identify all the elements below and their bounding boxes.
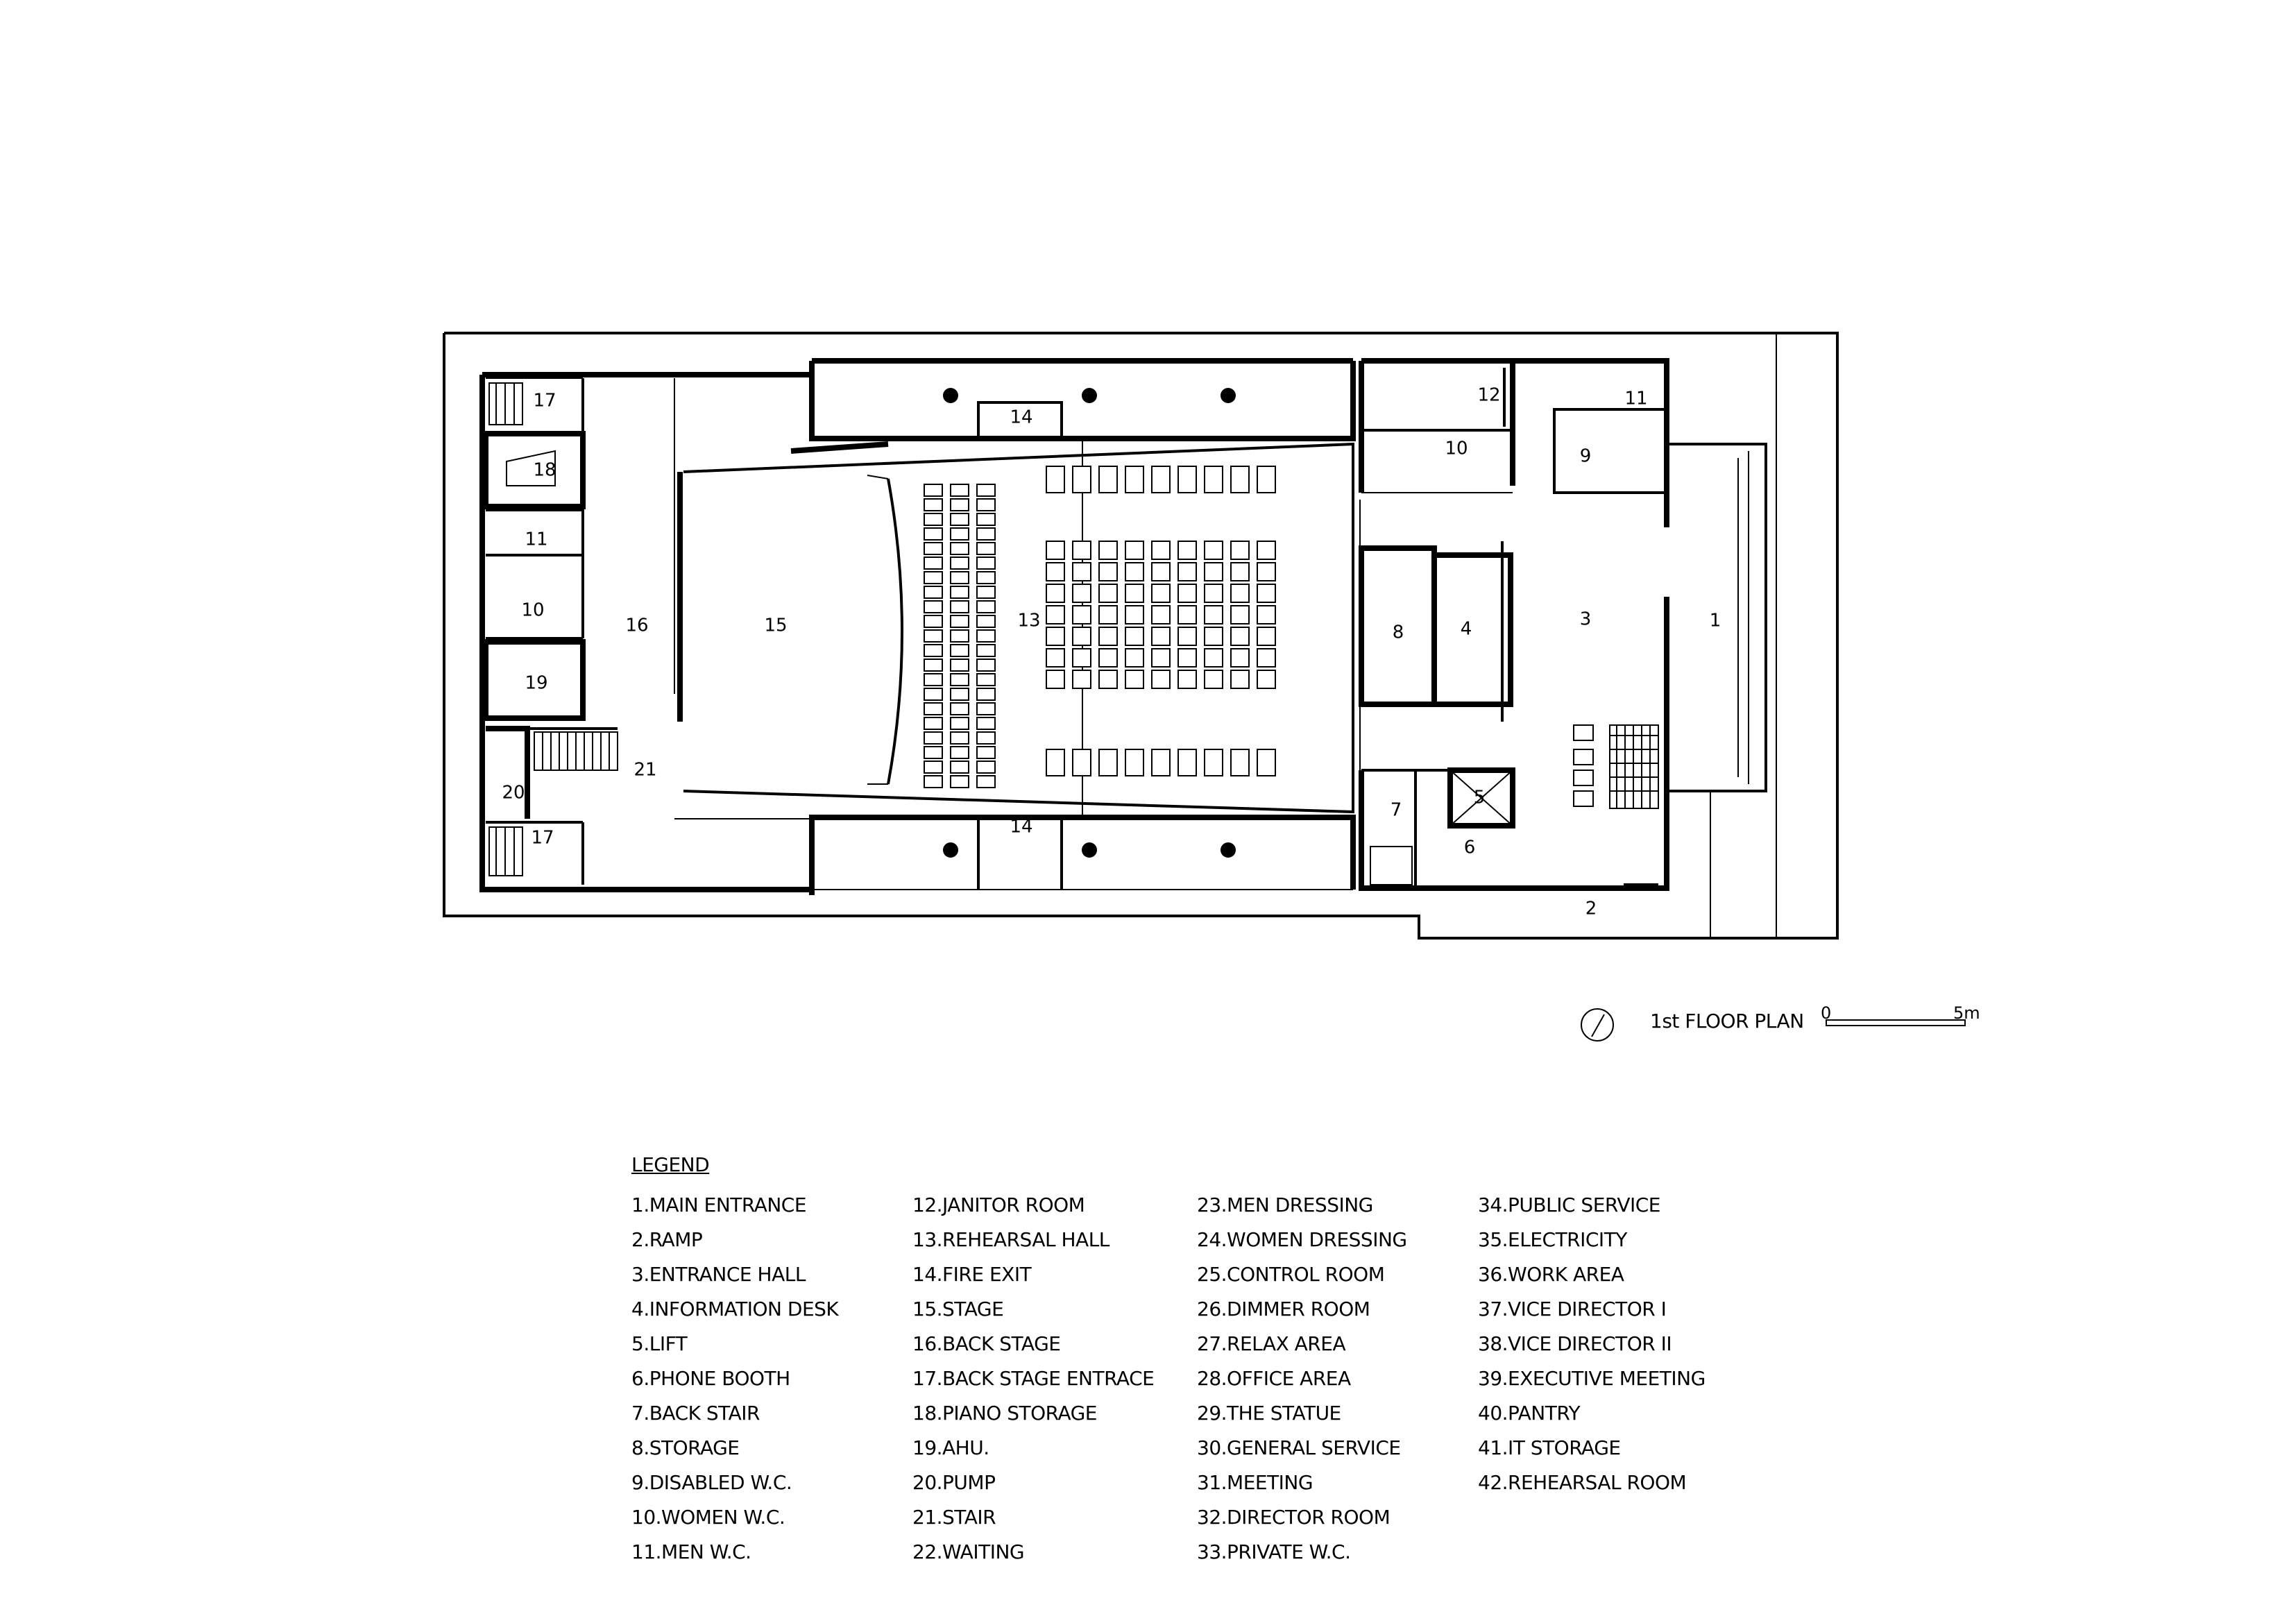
seat: [924, 776, 942, 788]
seat: [1231, 584, 1249, 602]
legend-item: 11.MEN W.C.: [631, 1540, 751, 1563]
seat: [1178, 563, 1196, 581]
room-label-7: 7: [1390, 799, 1402, 821]
legend-item: 23.MEN DRESSING: [1197, 1193, 1373, 1216]
seat: [1257, 563, 1275, 581]
seat: [977, 513, 995, 525]
seat: [1231, 749, 1249, 776]
seat: [1046, 584, 1064, 602]
seat: [951, 615, 969, 627]
legend-item: 30.GENERAL SERVICE: [1197, 1436, 1401, 1459]
legend-item: 32.DIRECTOR ROOM: [1197, 1506, 1391, 1529]
room-label-10-right: 10: [1445, 438, 1468, 459]
seat: [977, 703, 995, 715]
seat: [977, 630, 995, 642]
room-label-8: 8: [1392, 622, 1404, 643]
seat: [977, 572, 995, 584]
legend-item: 22.WAITING: [912, 1540, 1025, 1563]
seat: [977, 528, 995, 540]
seat: [1046, 670, 1064, 688]
seat: [951, 543, 969, 554]
seat: [1099, 749, 1117, 776]
seat: [951, 732, 969, 744]
seat: [924, 688, 942, 700]
scale-end-label: 5m: [1953, 1003, 1980, 1023]
seat: [1257, 670, 1275, 688]
seat: [1205, 749, 1223, 776]
room-label-20: 20: [502, 782, 525, 804]
seat: [1152, 466, 1170, 493]
seat: [1205, 466, 1223, 493]
room-label-17-north: 17: [533, 390, 556, 411]
legend-item: 15.STAGE: [912, 1298, 1004, 1320]
left-wing-interior: [486, 378, 812, 885]
seat: [924, 645, 942, 656]
seat: [951, 717, 969, 729]
room-label-13: 13: [1017, 610, 1041, 631]
seat: [951, 688, 969, 700]
legend-item: 1.MAIN ENTRANCE: [631, 1193, 807, 1216]
seat: [1046, 606, 1064, 624]
room-label-9: 9: [1579, 445, 1592, 467]
seat: [1231, 563, 1249, 581]
seat: [1099, 541, 1117, 559]
seat: [924, 703, 942, 715]
seat: [1205, 584, 1223, 602]
seat: [1257, 466, 1275, 493]
room-label-19: 19: [525, 672, 548, 694]
legend-item: 14.FIRE EXIT: [912, 1263, 1032, 1286]
seat: [1231, 606, 1249, 624]
seat: [1231, 649, 1249, 667]
seat: [1125, 563, 1143, 581]
plan-title: 1st FLOOR PLAN: [1650, 1010, 1804, 1033]
seat: [1125, 466, 1143, 493]
seat: [924, 659, 942, 671]
seat: [1046, 627, 1064, 645]
legend-item: 10.WOMEN W.C.: [631, 1506, 785, 1529]
legend-item: 2.RAMP: [631, 1228, 703, 1251]
seat: [1046, 541, 1064, 559]
seat: [924, 761, 942, 773]
seat: [1152, 606, 1170, 624]
legend-item: 34.PUBLIC SERVICE: [1478, 1193, 1660, 1216]
seat: [1152, 541, 1170, 559]
legend-item: 7.BACK STAIR: [631, 1402, 760, 1425]
seat: [1099, 649, 1117, 667]
legend-item: 42.REHEARSAL ROOM: [1478, 1471, 1687, 1494]
seat: [977, 717, 995, 729]
seat: [1178, 627, 1196, 645]
legend-item: 13.REHEARSAL HALL: [912, 1228, 1109, 1251]
seat: [977, 747, 995, 758]
legend-column-3: [1197, 1188, 1474, 1570]
seat: [977, 601, 995, 613]
legend-item: 16.BACK STAGE: [912, 1332, 1061, 1355]
seat: [1257, 627, 1275, 645]
seat: [1152, 563, 1170, 581]
room-label-4: 4: [1460, 618, 1472, 640]
room-label-12: 12: [1477, 384, 1501, 406]
seat: [1205, 627, 1223, 645]
legend-title: LEGEND: [631, 1153, 710, 1176]
seat: [924, 630, 942, 642]
legend-item: 41.IT STORAGE: [1478, 1436, 1621, 1459]
room-label-18: 18: [533, 459, 556, 481]
seat: [1178, 466, 1196, 493]
seat: [1152, 584, 1170, 602]
seat: [1205, 606, 1223, 624]
seat: [977, 674, 995, 686]
seat: [1099, 606, 1117, 624]
legend-column-4: [1478, 1188, 1755, 1500]
seat: [951, 703, 969, 715]
seat: [1152, 749, 1170, 776]
legend-item: 39.EXECUTIVE MEETING: [1478, 1367, 1706, 1390]
seat: [951, 747, 969, 758]
room-label-1: 1: [1709, 610, 1721, 631]
seat: [1073, 541, 1091, 559]
seat: [951, 557, 969, 569]
legend-item: 37.VICE DIRECTOR I: [1478, 1298, 1667, 1320]
seat: [951, 572, 969, 584]
seat: [951, 586, 969, 598]
seat: [1073, 563, 1091, 581]
seat: [977, 615, 995, 627]
seat: [1152, 627, 1170, 645]
seat: [1125, 649, 1143, 667]
seat: [924, 732, 942, 744]
seat: [1178, 541, 1196, 559]
seat: [1099, 584, 1117, 602]
seat: [924, 717, 942, 729]
seat: [1073, 649, 1091, 667]
seat: [977, 586, 995, 598]
legend-item: 40.PANTRY: [1478, 1402, 1581, 1425]
legend-item: 19.AHU.: [912, 1436, 989, 1459]
seat: [951, 484, 969, 496]
legend-item: 21.STAIR: [912, 1506, 996, 1529]
seat: [1046, 649, 1064, 667]
seat: [1205, 563, 1223, 581]
seat: [1178, 749, 1196, 776]
room-label-5: 5: [1473, 787, 1486, 808]
seat: [1046, 563, 1064, 581]
legend-item: 33.PRIVATE W.C.: [1197, 1540, 1351, 1563]
seat: [977, 543, 995, 554]
legend-column-2: [912, 1188, 1190, 1570]
legend-item: 35.ELECTRICITY: [1478, 1228, 1627, 1251]
legend-item: 9.DISABLED W.C.: [631, 1471, 792, 1494]
legend-item: 3.ENTRANCE HALL: [631, 1263, 806, 1286]
room-label-14-south: 14: [1010, 816, 1033, 838]
seat: [924, 513, 942, 525]
seat: [977, 659, 995, 671]
seat: [1099, 670, 1117, 688]
seat: [1231, 627, 1249, 645]
seat: [924, 484, 942, 496]
legend-item: 36.WORK AREA: [1478, 1263, 1624, 1286]
seat: [1231, 541, 1249, 559]
seat: [1073, 627, 1091, 645]
seat: [977, 499, 995, 511]
seat: [977, 484, 995, 496]
seat: [1178, 670, 1196, 688]
room-label-21: 21: [633, 759, 657, 781]
seat: [1125, 670, 1143, 688]
seat: [1046, 749, 1064, 776]
seat: [1205, 670, 1223, 688]
legend-item: 17.BACK STAGE ENTRACE: [912, 1367, 1155, 1390]
seat: [1178, 584, 1196, 602]
auditorium-seating: [924, 466, 1275, 788]
seat: [951, 674, 969, 686]
seat: [924, 747, 942, 758]
seat: [977, 557, 995, 569]
seat: [951, 499, 969, 511]
seat: [924, 499, 942, 511]
seat: [951, 528, 969, 540]
seat: [1073, 670, 1091, 688]
seat: [1073, 584, 1091, 602]
seat: [951, 776, 969, 788]
room-label-14-north: 14: [1010, 407, 1033, 428]
seat: [1152, 649, 1170, 667]
seat: [1073, 466, 1091, 493]
legend: [631, 1153, 1776, 1570]
legend-item: 18.PIANO STORAGE: [912, 1402, 1097, 1425]
seat: [951, 601, 969, 613]
seat: [1257, 649, 1275, 667]
seat: [1205, 649, 1223, 667]
legend-item: 25.CONTROL ROOM: [1197, 1263, 1385, 1286]
seat: [1152, 670, 1170, 688]
seat: [977, 776, 995, 788]
seat: [1046, 466, 1064, 493]
room-label-17-south: 17: [531, 827, 554, 849]
seat: [1125, 541, 1143, 559]
scale-start-label: 0: [1821, 1003, 1832, 1023]
room-label-11-right: 11: [1624, 388, 1648, 409]
legend-item: 27.RELAX AREA: [1197, 1332, 1346, 1355]
legend-item: 5.LIFT: [631, 1332, 688, 1355]
legend-item: 6.PHONE BOOTH: [631, 1367, 790, 1390]
seat: [1073, 749, 1091, 776]
legend-item: 26.DIMMER ROOM: [1197, 1298, 1370, 1320]
legend-column-1: [631, 1188, 909, 1570]
seat: [1099, 563, 1117, 581]
seat: [924, 572, 942, 584]
room-label-10-left: 10: [521, 600, 545, 621]
seat: [951, 761, 969, 773]
scale-bar: [1826, 1020, 1965, 1026]
seat: [1125, 606, 1143, 624]
seat: [924, 601, 942, 613]
seat: [1231, 670, 1249, 688]
seat: [1125, 627, 1143, 645]
legend-item: 29.THE STATUE: [1197, 1402, 1341, 1425]
seat: [1257, 749, 1275, 776]
seat: [924, 557, 942, 569]
seat: [1257, 606, 1275, 624]
legend-item: 12.JANITOR ROOM: [912, 1193, 1085, 1216]
seat: [1257, 541, 1275, 559]
seat: [1231, 466, 1249, 493]
seat: [1205, 541, 1223, 559]
seat: [1178, 606, 1196, 624]
seat: [1099, 466, 1117, 493]
seat: [977, 732, 995, 744]
legend-item: 24.WOMEN DRESSING: [1197, 1228, 1407, 1251]
room-label-3: 3: [1579, 609, 1592, 630]
seat: [1073, 606, 1091, 624]
room-label-2: 2: [1585, 898, 1597, 919]
room-label-15: 15: [764, 615, 788, 636]
room-label-11-left: 11: [525, 529, 548, 550]
seat: [951, 659, 969, 671]
north-arrow-icon: [1581, 1009, 1613, 1041]
room-label-6: 6: [1463, 837, 1476, 858]
seat: [951, 645, 969, 656]
seat: [1178, 649, 1196, 667]
seat: [924, 674, 942, 686]
legend-item: 8.STORAGE: [631, 1436, 740, 1459]
legend-item: 38.VICE DIRECTOR II: [1478, 1332, 1672, 1355]
room-label-16: 16: [625, 615, 649, 636]
legend-item: 28.OFFICE AREA: [1197, 1367, 1351, 1390]
legend-item: 31.MEETING: [1197, 1471, 1313, 1494]
legend-item: 20.PUMP: [912, 1471, 996, 1494]
seat: [1125, 749, 1143, 776]
seat: [977, 761, 995, 773]
seat: [1125, 584, 1143, 602]
seat: [924, 543, 942, 554]
seat: [977, 645, 995, 656]
seat: [924, 586, 942, 598]
seat: [1099, 627, 1117, 645]
seat: [1257, 584, 1275, 602]
seat: [951, 513, 969, 525]
seat: [924, 528, 942, 540]
seat: [951, 630, 969, 642]
seat: [977, 688, 995, 700]
seat: [924, 615, 942, 627]
legend-item: 4.INFORMATION DESK: [631, 1298, 839, 1320]
